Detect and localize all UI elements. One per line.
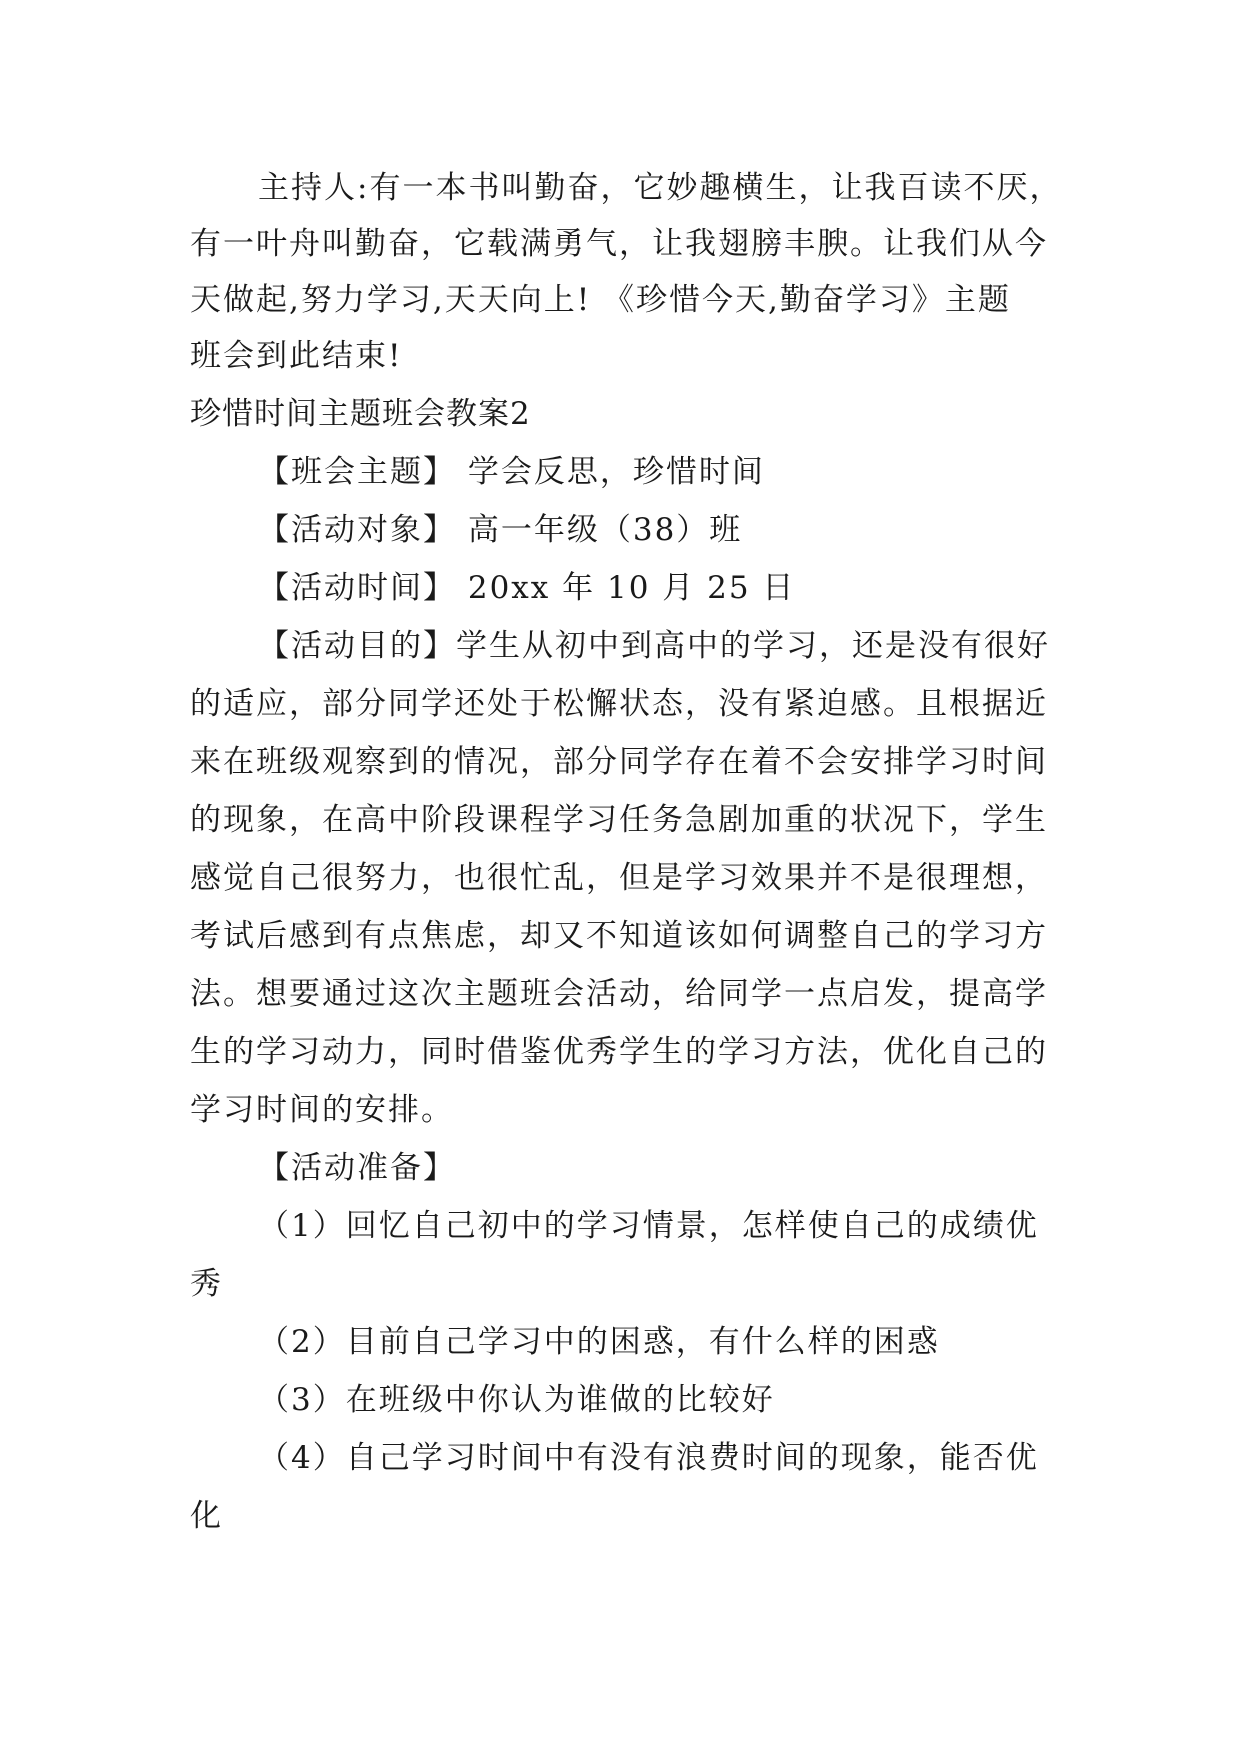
purpose-line-9: 学习时间的安排。 bbox=[190, 1092, 454, 1128]
section-title: 珍惜时间主题班会教案2 bbox=[190, 396, 531, 432]
purpose-line-1: 【活动目的】学生从初中到高中的学习，还是没有很好 bbox=[258, 628, 1050, 664]
closing-paragraph-line-3: 天做起,努力学习,天天向上! 《珍惜今天,勤奋学习》主题 bbox=[190, 282, 1011, 318]
prep-item-2: （2）目前自己学习中的困惑，有什么样的困惑 bbox=[258, 1324, 940, 1360]
purpose-line-6: 考试后感到有点焦虑，却又不知道该如何调整自己的学习方 bbox=[190, 918, 1048, 954]
closing-paragraph-line-2: 有一叶舟叫勤奋，它载满勇气，让我翅膀丰腴。让我们从今 bbox=[190, 226, 1048, 262]
meta-theme: 【班会主题】 学会反思，珍惜时间 bbox=[258, 454, 765, 490]
purpose-line-4: 的现象，在高中阶段课程学习任务急剧加重的状况下，学生 bbox=[190, 802, 1048, 838]
meta-time: 【活动时间】 20xx 年 10 月 25 日 bbox=[258, 570, 796, 606]
meta-target: 【活动对象】 高一年级（38）班 bbox=[258, 512, 743, 548]
purpose-line-8: 生的学习动力，同时借鉴优秀学生的学习方法，优化自己的 bbox=[190, 1034, 1048, 1070]
prep-item-1-line-2: 秀 bbox=[190, 1266, 223, 1302]
purpose-line-2: 的适应，部分同学还处于松懈状态，没有紧迫感。且根据近 bbox=[190, 686, 1048, 722]
closing-paragraph-line-4: 班会到此结束! bbox=[190, 338, 403, 374]
prep-heading: 【活动准备】 bbox=[258, 1150, 456, 1186]
prep-item-1-line-1: （1）回忆自己初中的学习情景，怎样使自己的成绩优 bbox=[258, 1208, 1039, 1244]
purpose-line-7: 法。想要通过这次主题班会活动，给同学一点启发，提高学 bbox=[190, 976, 1048, 1012]
prep-item-4-line-1: （4）自己学习时间中有没有浪费时间的现象，能否优 bbox=[258, 1440, 1039, 1476]
prep-item-3: （3）在班级中你认为谁做的比较好 bbox=[258, 1382, 775, 1418]
prep-item-4-line-2: 化 bbox=[190, 1498, 223, 1534]
purpose-line-3: 来在班级观察到的情况，部分同学存在着不会安排学习时间 bbox=[190, 744, 1048, 780]
closing-paragraph-line-1: 主持人:有一本书叫勤奋，它妙趣横生，让我百读不厌， bbox=[258, 170, 1063, 206]
purpose-line-5: 感觉自己很努力，也很忙乱，但是学习效果并不是很理想， bbox=[190, 860, 1048, 896]
